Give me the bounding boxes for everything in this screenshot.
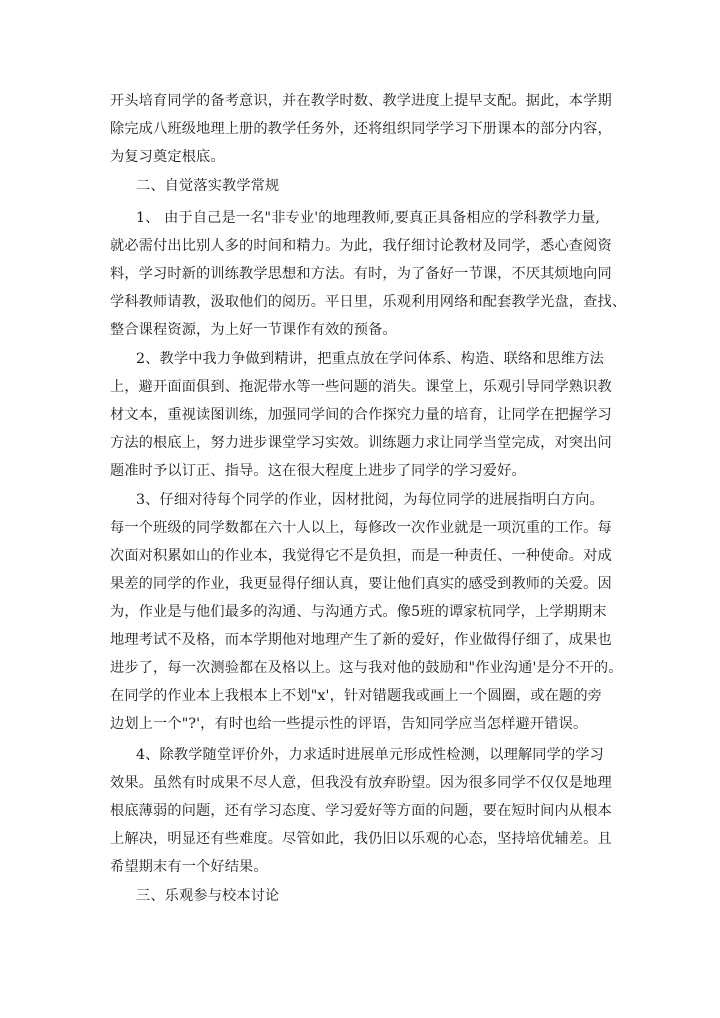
paragraph-line: 题准时予以订正、指导。这在很大程度上进步了同学的学习爱好。 xyxy=(110,463,526,479)
paragraph-line: 开头培育同学的备考意识，并在教学时数、教学进度上提早支配。据此，本学期 xyxy=(110,93,612,109)
paragraph-line: 果差的同学的作业，我更显得仔细认真，要让他们真实的感受到教师的关爱。因 xyxy=(110,576,612,592)
paragraph-line: 希望期末有一个好结果。 xyxy=(110,859,268,875)
paragraph-line: 1、 由于自己是一名"非专业'的地理教师,要真正具备相应的学科教学力量, xyxy=(136,210,601,226)
paragraph-line: 2、教学中我力争做到精讲，把重点放在学问体系、构造、联络和思维方法 xyxy=(136,351,604,367)
paragraph-line: 就必需付出比别人多的时间和精力。为此，我仔细讨论教材及同学，悉心查阅资 xyxy=(110,238,612,254)
paragraph-line: 边划上一个"?'，有时也给一些提示性的评语，告知同学应当怎样避开错误。 xyxy=(110,716,588,732)
paragraph-line: 方法的根底上，努力进步课堂学习实效。训练题力求让同学当堂完成，对突出问 xyxy=(110,435,612,451)
paragraph-line: 次面对积累如山的作业本，我觉得它不是负担，而是一种责任、一种使命。对成 xyxy=(110,548,612,564)
paragraph-line: 上，避开面面俱到、拖泥带水等一些问题的消失。课堂上，乐观引导同学熟识教 xyxy=(110,379,612,395)
paragraph-line: 4、除教学随堂评价外，力求适时进展单元形成性检测，以理解同学的学习 xyxy=(136,747,604,763)
paragraph-line: 为，作业是与他们最多的沟通、与沟通方式。像5班的谭家杭同学，上学期期末 xyxy=(110,604,607,620)
paragraph-line: 进步了，每一次测验都在及格以上。这与我对他的鼓励和"作业沟通'是分不开的。 xyxy=(110,660,623,676)
paragraph-line: 整合课程资源，为上好一节课作有效的预备。 xyxy=(110,322,397,338)
paragraph-line: 地理考试不及格，而本学期他对地理产生了新的爱好，作业做得仔细了，成果也 xyxy=(110,632,612,648)
paragraph-line: 材文本，重视读图训练，加强同学间的合作探究力量的培育，让同学在把握学习 xyxy=(110,407,612,423)
paragraph-line: 为复习奠定根底。 xyxy=(110,149,225,165)
section-heading: 三、乐观参与校本讨论 xyxy=(136,888,280,904)
paragraph-line: 效果。虽然有时成果不尽人意，但我没有放弃盼望。因为很多同学不仅仅是地理 xyxy=(110,775,612,791)
paragraph-line: 学科教师请教，汲取他们的阅历。平日里，乐观利用网络和配套教学光盘，查找、 xyxy=(110,294,627,310)
paragraph-line: 在同学的作业本上我根本上不划"x'，针对错题我或画上一个圆圈，或在题的旁 xyxy=(110,688,603,704)
paragraph-line: 除完成八班级地理上册的教学任务外，还将组织同学学习下册课本的部分内容， xyxy=(110,121,612,137)
paragraph-line: 3、仔细对待每个同学的作业，因材批阅，为每位同学的进展指明白方向。 xyxy=(136,492,604,508)
paragraph-line: 每一个班级的同学数都在六十人以上，每修改一次作业就是一项沉重的工作。每 xyxy=(110,520,612,536)
paragraph-line: 根底薄弱的问题，还有学习态度、学习爱好等方面的问题，要在短时间内从根本 xyxy=(110,803,612,819)
section-heading: 二、自觉落实教学常规 xyxy=(136,178,280,194)
paragraph-line: 料，学习时新的训练教学思想和方法。有时，为了备好一节课，不厌其烦地向同 xyxy=(110,266,612,282)
paragraph-line: 上解决，明显还有些难度。尽管如此，我仍旧以乐观的心态，坚持培优辅差。且 xyxy=(110,831,612,847)
